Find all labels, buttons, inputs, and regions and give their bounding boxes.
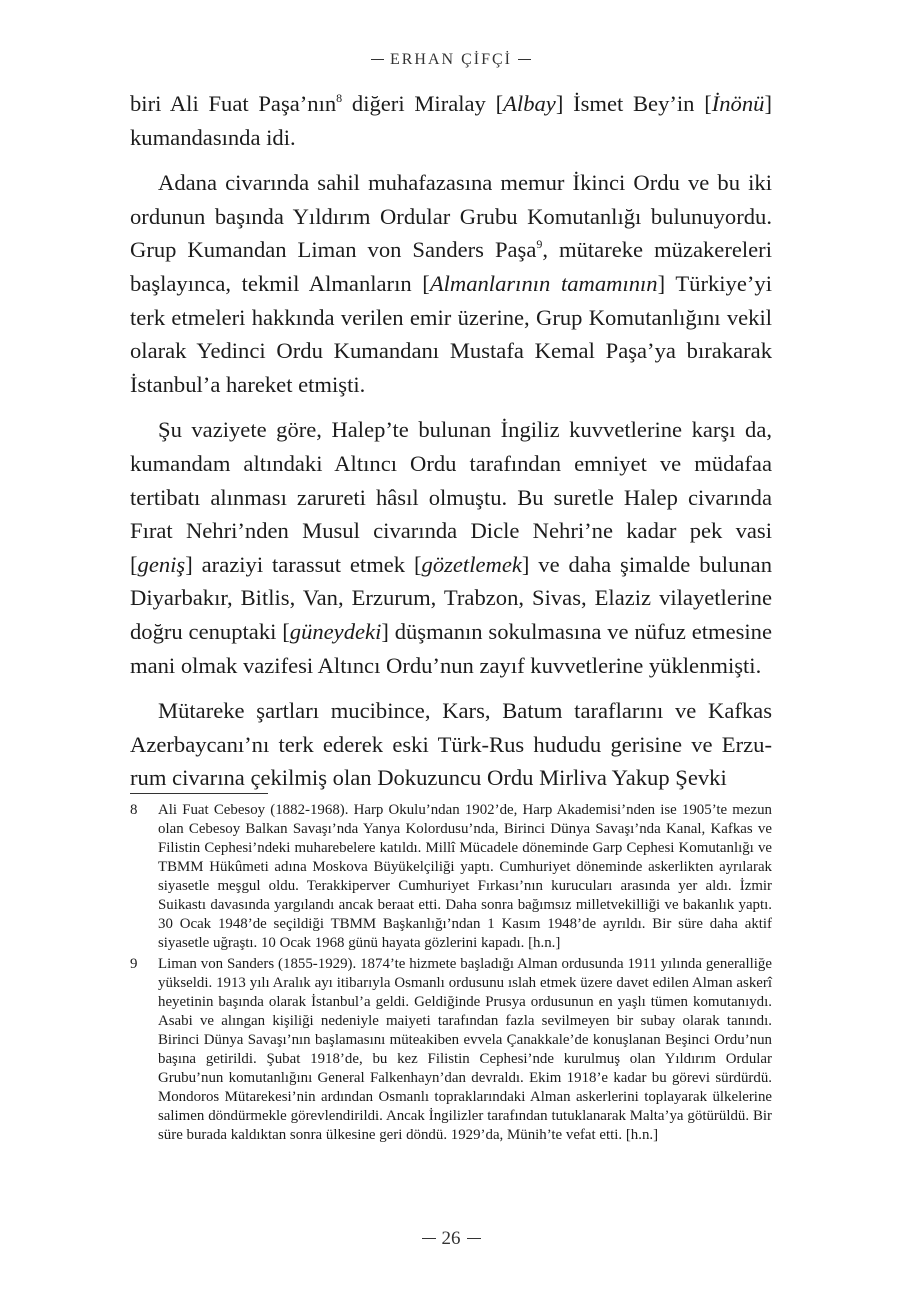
running-head-author: ERHAN ÇİFÇİ [389, 51, 512, 68]
paragraph-4 [130, 694, 772, 795]
text-run: Mütareke şartları mucibince, Kars, Batum taraflarını ve Kafkas Azerbaycanı’nı terk ederek eski Türk-Rus hududu gerisine ve Erzurum civarına çekilmiş olan Dokuzuncu Ordu Mirliva Yakup Şevki [130, 698, 772, 791]
footnote-9 [130, 955, 772, 1145]
italic-gloss: güneydeki [289, 618, 382, 644]
footnotes [130, 801, 772, 1147]
footnote-separator [130, 793, 268, 794]
text-run: Adana civarında sahil muhafazasına memur İkinci Ordu ve bu iki ordunun başında Yıldırım Ordular Grubu Komutanlığı bulunuyordu. Grup Kumandan Liman von Sanders Paşa [130, 170, 772, 263]
paragraph-2 [130, 166, 772, 401]
text-run: Şu vaziyete göre, Halep’te bulunan İngiliz kuvvetlerine karşı da, kumandam altındaki Altıncı Ordu tarafından emniyet ve müdafaa tertibatı alınması zarureti hâsıl olmuştu. Bu suretle Halep civarında Fırat Nehri’nden Musul civarında Dicle Nehri’ne kadar pek vasi [ [130, 417, 772, 577]
italic-gloss: gözetlemek [421, 551, 522, 577]
text-run: ] düşmanın sokulmasına ve nüfuz etmesine mani olmak vazifesi Altıncı Ordu’nun zayıf kuvvetlerine yüklenmişti. [130, 618, 773, 678]
footnote-number: 8 [130, 802, 138, 818]
paragraph-3 [130, 413, 772, 682]
footnote-text: Liman von Sanders (1855-1929). 1874’te hizmete başladığı Alman ordusunda 1911 yılında generalliğe yükseldi. 1913 yılı Aralık ayı itibarıyla Osmanlı ordusunu ıslah etmek üzere davet edilen Alman askerî heyetinin başında olarak İstanbul’a geldi. Geldiğinde Prusya ordusunun en yaşlı tümen komutanıydı. Asabi ve alıngan kişiliği nedeniyle maiyeti tarafından fazla sevilmeyen bir subay olarak tanındı. Birinci Dünya Savaşı’nın başlamasını müteakiben evvela Çanakkale’de konuşlanan Beşinci Ordu’nun başına getirildi. Şubat 1918’de, bu kez Filistin Cephesi’nde kurulmuş olan Yıldırım Ordular Grubu’nun komutanlığını General Falkenhayn’dan devraldı. Ekim 1918’e kadar bu görevi sürdürdü. Mondoros Mütarekesi’nin ardından Osmanlı topraklarındaki Alman askerlerini toplayarak ülkelerine salimen döndürmekle görevlendirildi. Ancak İngilizler tarafından tutuklanarak Malta’ya götürüldü. Bir süre burada kaldıktan sonra ülkesine geri döndü. 1929’da, Münih’te vefat etti. [h.n.] [158, 956, 772, 1143]
main-text [130, 87, 772, 807]
book-page [130, 0, 772, 1300]
text-run: ] Türkiye’yi terk etmeleri hakkında verilen emir üzerine, Grup Komutanlığını vekil olarak Yedinci Ordu Kumandanı Mustafa Kemal Paşa’ya bırakarak İstanbul’a hareket etmişti. [130, 270, 772, 397]
italic-gloss: Almanlarının tamamının [429, 270, 658, 296]
right-dash-ornament [467, 1238, 481, 1239]
text-run: ] ve daha şimalde bulunan Diyarbakır, Bitlis, Van, Erzurum, Trabzon, Sivas, Elaziz vilayetlerine doğru cenuptaki [ [130, 551, 772, 644]
footnote-ref-9[interactable]: 9 [536, 237, 543, 252]
page-number-value: 26 [441, 1228, 461, 1249]
italic-gloss: İnönü [711, 91, 765, 116]
paragraph-1 [130, 87, 772, 154]
left-dash-ornament [371, 59, 384, 60]
text-run: ] araziyi tarassut etmek [ [185, 551, 422, 577]
page-number [130, 1228, 772, 1250]
footnote-text: Ali Fuat Cebesoy (1882-1968). Harp Okulu’ndan 1902’de, Harp Akademisi’nden ise 1905’te mezun olan Cebesoy Balkan Savaşı’nda Yanya Kolordusu’nda, Birinci Dünya Savaşı’nda Kanal, Kafkas ve Filistin Cephesi’ndeki muharebelere katıldı. Millî Mücadele döneminde Garp Cephesi Komutanlığı ve TBMM Hükûmeti adına Moskova Büyükelçiliği yaptı. Cumhuriyet döneminde askerlikten ayrılarak siyasetle meşgul oldu. Terakkiperver Cumhuriyet Fırkası’nın kurucuları arasında yer aldı. İzmir Suikastı davasında yargılandı ancak beraat etti. Daha sonra bağımsız milletvekilliği ve bakanlık yaptı. 30 Ocak 1948’de seçildiği TBMM Başkanlığı’ndan 1 Kasım 1948’de ayrıldı. Bir süre daha aktif siyasetle uğraştı. 10 Ocak 1968 günü hayata gözlerini kapadı. [h.n.] [158, 802, 772, 951]
italic-gloss: geniş [137, 551, 186, 577]
italic-gloss: Albay [503, 91, 556, 116]
running-head [130, 51, 772, 69]
text-run: biri Ali Fuat Paşa’nın [130, 91, 337, 116]
footnote-ref-8[interactable]: 8 [336, 91, 343, 105]
text-run: ] kumandasında idi. [130, 91, 772, 150]
text-run: , mütareke müzakereleri başlayınca, tekmil Almanların [ [130, 237, 772, 296]
footnote-number: 9 [130, 956, 138, 972]
right-dash-ornament [518, 59, 531, 60]
left-dash-ornament [422, 1238, 436, 1239]
footnote-8 [130, 801, 772, 953]
text-run: diğeri Miralay [ [342, 91, 504, 116]
text-run: ] İsmet Bey’in [ [555, 91, 712, 116]
